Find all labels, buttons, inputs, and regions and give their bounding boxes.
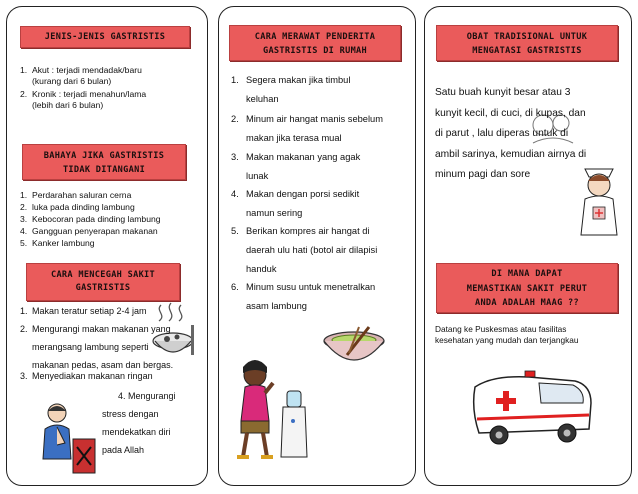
item-text: luka pada dinding lambung [32,202,135,212]
remedy-line: kunyit kecil, di cuci, di kupas, dan [435,107,586,119]
clinic-line: Datang ke Puskesmas atau fasilitas [435,324,567,334]
item-text: (lebih dari 6 bulan) [32,100,104,110]
item-number: 3. [20,214,28,224]
item-text: (kurang dari 6 bulan) [32,76,112,86]
panel-home-care [218,6,416,486]
item-text: asam lambung [246,301,307,311]
clinic-text [435,324,631,346]
header-dimana-line2: MEMASTIKAN SAKIT PERUT [466,283,588,294]
header-mencegah-line2: GASTRISTIS [75,283,131,293]
remedy-line: minum pagi dan sore [435,169,531,180]
nurse-illustration [573,163,625,239]
ambulance-illustration [469,369,597,451]
item-number: 3. [20,371,28,381]
item-text: Kronik : terjadi menahun/lama [32,89,147,99]
item-text: 4. Mengurangi [118,391,176,401]
item-number: 1. [20,65,28,75]
clinic-line: kesehatan yang mudah dan terjangkau [435,335,579,345]
item-text: Berikan kompres air hangat di [246,226,370,236]
item-text: Perdarahan saluran cerna [32,190,132,200]
remedy-line: ambil sarinya, kemudian airnya di [435,148,587,160]
item-number: 2. [20,89,28,99]
prevent-item-4 [102,387,176,459]
item-number: 4. [20,226,28,236]
item-number: 2. [20,202,28,212]
header-obat-line1: OBAT TRADISIONAL UNTUK [466,32,588,42]
item-text: Makan makanan yang agak [246,152,361,162]
item-number: 6. [231,282,239,292]
item-number: 1. [20,306,28,316]
header-bahaya-line2: TIDAK DITANGANI [62,165,146,175]
item-text: handuk [246,264,277,274]
header-dimana-line1: DI MANA DAPAT [491,269,563,279]
woman-drinking-illustration [227,357,312,467]
item-text: lunak [246,171,269,181]
remedy-line: Satu buah kunyit besar atau 3 [435,87,571,98]
header-cara-merawat [229,25,401,61]
remedy-line: di parut , lalu diperas untuk di [435,128,569,139]
panel-types-and-prevention [6,6,208,486]
header-jenis-text: JENIS-JENIS GASTRISTIS [44,32,166,42]
header-merawat-line1: CARA MERAWAT PENDERITA [254,32,376,42]
item-text: namun sering [246,208,303,218]
item-text: Minum susu untuk menetralkan [246,282,376,292]
item-text: stress dengan [102,409,159,419]
item-number: 5. [231,226,239,236]
item-text: makan jika terasa mual [246,133,342,143]
header-obat-tradisional [436,25,618,61]
header-cara-mencegah [26,263,180,301]
item-text: Akut : terjadi mendadak/baru [32,65,142,75]
item-text: keluhan [246,94,279,104]
item-number: 2. [20,324,28,334]
item-text: Makan dengan porsi sedikit [246,189,360,199]
item-text: pada Allah [102,445,145,455]
header-dimana-line3: ANDA ADALAH MAAG ?? [474,298,579,308]
item-number: 2. [231,114,239,124]
item-number: 3. [231,152,239,162]
item-text: Segera makan jika timbul [246,75,351,85]
header-jenis-gastristis [20,26,190,48]
item-text: Minum air hangat manis sebelum [246,114,383,124]
header-obat-line2: MENGATASI GASTRISTIS [472,46,582,56]
header-bahaya-line1: BAHAYA JIKA GASTRISTIS [43,151,165,161]
item-text: Gangguan penyerapan makanan [32,226,158,236]
item-number: 5. [20,238,28,248]
item-number: 1. [231,75,239,85]
item-text: mendekatkan diri [102,427,171,437]
item-text: Mengurangi makan makanan yang [32,324,171,334]
item-text: Kebocoran pada dinding lambung [32,214,161,224]
item-text: Makan teratur setiap 2-4 jam [32,306,147,316]
item-text: makanan pedas, asam dan bergas. [32,360,174,370]
panel-remedy-and-clinic [424,6,632,486]
bowl-illustration [319,325,389,371]
item-text: Menyediakan makanan ringan [32,371,153,381]
item-number: 1. [20,190,28,200]
item-text: Kanker lambung [32,238,95,248]
item-number: 4. [231,189,239,199]
header-mencegah-line1: CARA MENCEGAH SAKIT [50,270,155,280]
item-text: daerah ulu hati (botol air dilapisi [246,245,378,255]
praying-person-illustration [37,399,99,479]
header-di-mana-dapat [436,263,618,313]
item-text: merangsang lambung seperti [32,342,149,352]
header-bahaya-gastristis [22,144,186,180]
header-merawat-line2: GASTRISTIS DI RUMAH [262,46,367,56]
